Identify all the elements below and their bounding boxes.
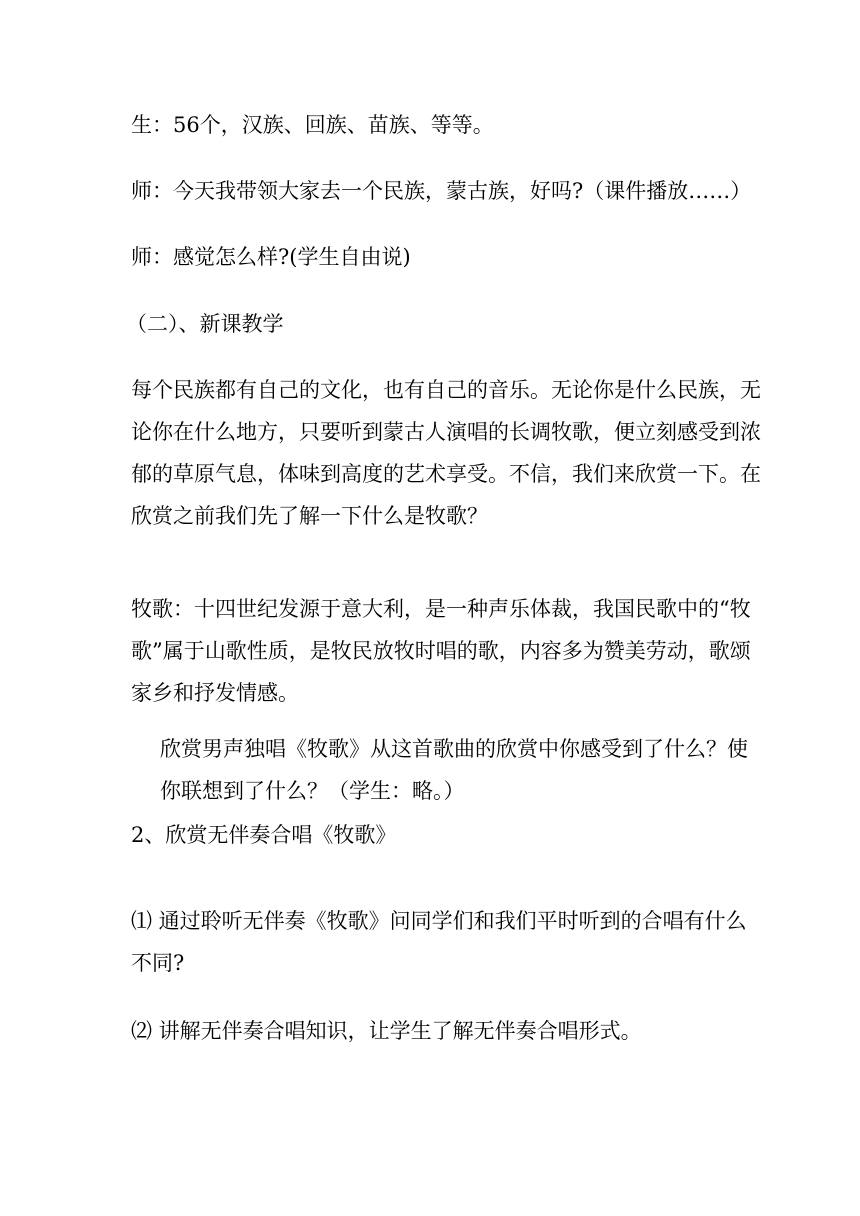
text-line: ⑵ 讲解无伴奏合唱知识，让学生了解无伴奏合唱形式。: [131, 1019, 642, 1043]
text-line: 师：感觉怎么样?(学生自由说): [131, 245, 411, 269]
text-line: 郁的草原气息，体味到高度的艺术享受。不信，我们来欣赏一下。在: [131, 462, 761, 486]
paragraph-item-2: [131, 1010, 731, 1052]
text-line: 家乡和抒发情感。: [131, 681, 299, 705]
text-line: 欣赏之前我们先了解一下什么是牧歌？: [131, 504, 488, 528]
text-line: 歌”属于山歌性质，是牧民放牧时唱的歌，内容多为赞美劳动，歌颂: [131, 639, 751, 663]
text-line: 牧歌：十四世纪发源于意大利，是一种声乐体裁，我国民歌中的“牧: [131, 597, 751, 621]
text-line: 生：56个，汉族、回族、苗族、等等。: [131, 113, 494, 137]
paragraph-teacher-question: [131, 236, 731, 278]
text-line: ⑴ 通过聆听无伴奏《牧歌》问同学们和我们平时听到的合唱有什么: [131, 909, 747, 933]
text-line: 不同?: [131, 951, 185, 975]
paragraph-item-1: [131, 900, 747, 984]
text-line: 2、欣赏无伴奏合唱《牧歌》: [131, 823, 397, 847]
paragraph-pastoral-definition: [131, 588, 751, 714]
text-line: 论你在什么地方，只要听到蒙古人演唱的长调牧歌，便立刻感受到浓: [131, 420, 761, 444]
paragraph-a-cappella-heading: [131, 814, 731, 856]
paragraph-student-answer: [131, 104, 731, 146]
paragraph-solo-appreciation: [160, 728, 748, 812]
text-line: 每个民族都有自己的文化，也有自己的音乐。无论你是什么民族，无: [131, 378, 761, 402]
paragraph-culture-music: [131, 369, 761, 537]
paragraph-teacher-intro: [131, 170, 752, 212]
text-line: （二）、新课教学: [126, 312, 284, 336]
text-line: 师：今天我带领大家去一个民族，蒙古族，好吗?（课件播放……）: [131, 179, 752, 203]
text-line: 欣赏男声独唱《牧歌》从这首歌曲的欣赏中你感受到了什么？使: [160, 737, 748, 761]
section-heading-new-lesson: [126, 303, 726, 345]
text-line: 你联想到了什么？（学生：略。）: [160, 779, 465, 803]
